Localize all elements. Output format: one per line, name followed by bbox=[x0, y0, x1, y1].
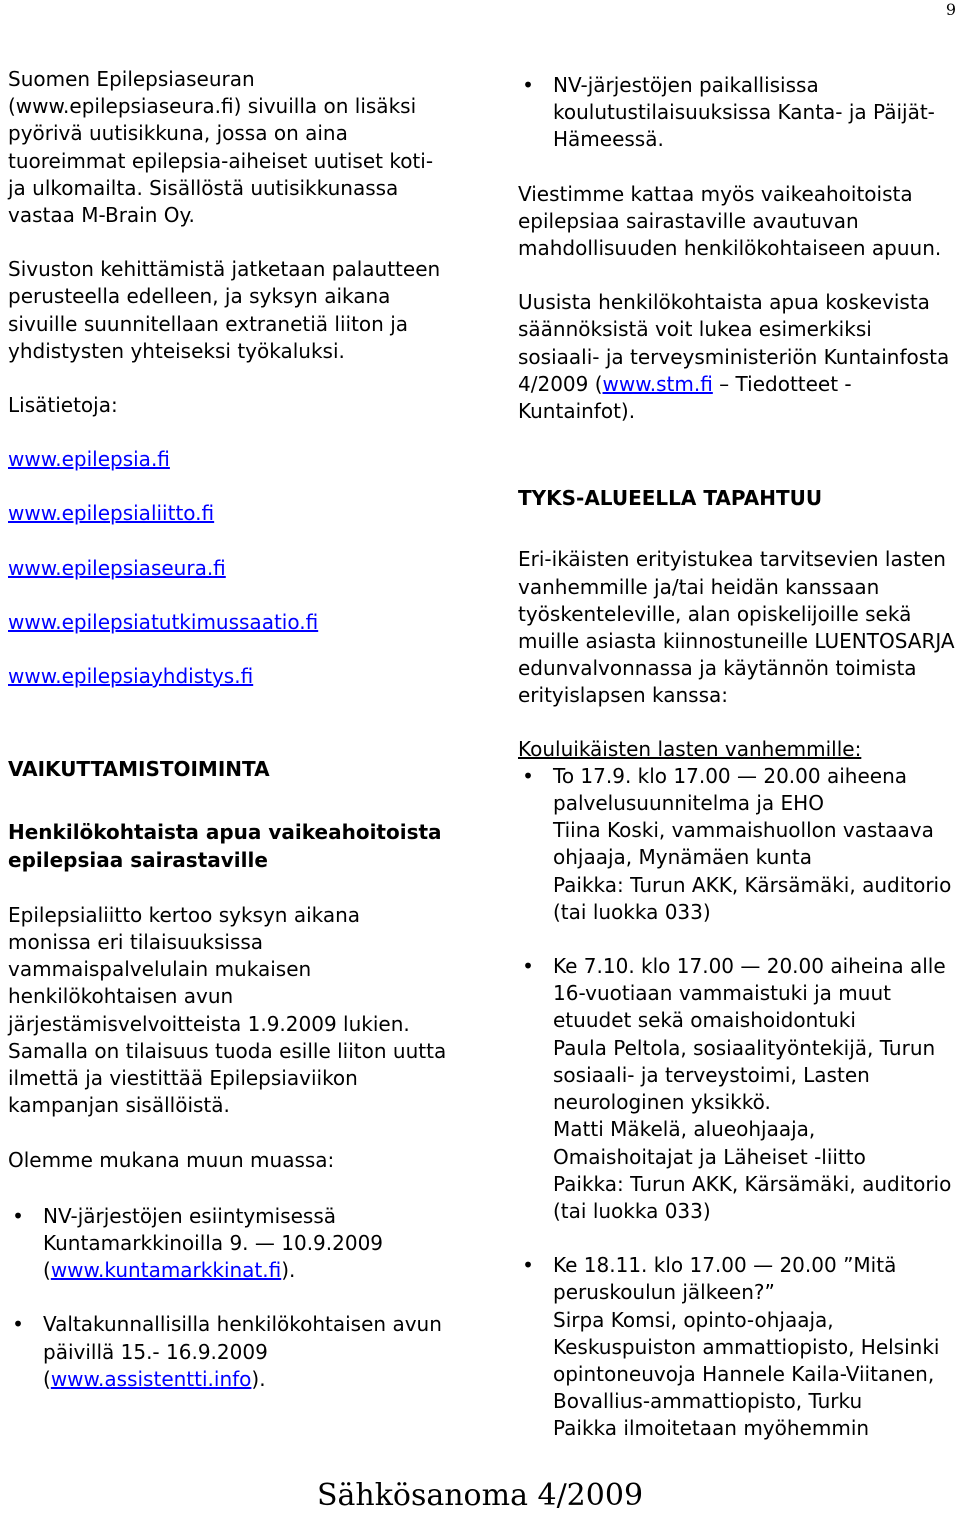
more-info-label: Lisätietoja: bbox=[8, 393, 118, 418]
involvement-list bbox=[8, 1203, 448, 1393]
link-stm[interactable]: www.stm.fi bbox=[602, 371, 713, 396]
link-epilepsiayhdistys[interactable]: www.epilepsiayhdistys.fi bbox=[8, 664, 254, 689]
uusista-paragraph: Uusista henkilökohtaista apua koskevista säännöksistä voit lukea esimerkiksi sosiaali- ja terveysministeriön Kuntainfosta 4/2009 (www.stm.fi – Tiedotteet - Kuntainfot). bbox=[518, 290, 950, 424]
section-title-vaikuttamistoiminta: VAIKUTTAMISTOIMINTA bbox=[8, 757, 270, 782]
bullet-icon: • bbox=[12, 1203, 24, 1228]
bullet-icon: • bbox=[522, 763, 534, 788]
kouluikaisten-heading: Kouluikäisten lasten vanhemmille: bbox=[518, 736, 862, 761]
right-column bbox=[518, 72, 958, 1443]
list-item: • NV-järjestöjen paikallisissa koulutustilaisuuksissa Kanta- ja Päijät-Hämeessä. bbox=[518, 72, 958, 154]
event-item: • Ke 7.10. klo 17.00 — 20.00 aiheina alle 16-vuotiaan vammaistuki ja muut etuudet sekä omaishoidontuki Paula Peltola, sosiaalityöntekijä, Turun sosiaali- ja terveystoimi, Lasten neurologinen yksikkö. Matti Mäkelä, alueohjaaja, Omaishoitajat ja Läheiset -liitto Paikka: Turun AKK, Kärsämäki, auditorio (tai luokka 033) bbox=[518, 953, 958, 1225]
subtitle: Henkilökohtaista apua vaikeahoitoista epilepsiaa sairastaville bbox=[8, 820, 442, 872]
lecture-intro: Eri-ikäisten erityistukea tarvitsevien lasten vanhemmille ja/tai heidän kanssaan työskenteleville, alan opiskelijoille sekä muille asiasta kiinnostuneille LUENTOSARJA edunvalvonnassa ja käytännön toimista erityislapsen kanssa: bbox=[518, 547, 955, 708]
bullet-icon: • bbox=[522, 954, 534, 979]
event-list bbox=[518, 763, 958, 1443]
link-epilepsia[interactable]: www.epilepsia.fi bbox=[8, 447, 170, 472]
bullet-icon: • bbox=[522, 1253, 534, 1278]
bullet-icon: • bbox=[12, 1312, 24, 1337]
page-number: 9 bbox=[945, 0, 956, 19]
link-assistentti[interactable]: www.assistentti.info bbox=[50, 1366, 252, 1391]
event-item: • To 17.9. klo 17.00 — 20.00 aiheena palvelusuunnitelma ja EHO Tiina Koski, vammaishuollon vastaava ohjaaja, Mynämäen kunta Paikka: Turun AKK, Kärsämäki, auditorio (tai luokka 033) bbox=[518, 763, 958, 926]
list-item: • Valtakunnallisilla henkilökohtaisen avun päivillä 15.- 16.9.2009 (www.assistentti.info). bbox=[8, 1311, 448, 1393]
development-paragraph: Sivuston kehittämistä jatketaan palautteen perusteella edelleen, ja syksyn aikana sivuille suunnitellaan extranetiä liiton ja yhdistysten yhteiseksi työkaluksi. bbox=[8, 257, 441, 363]
link-epilepsiatutkimussaatio[interactable]: www.epilepsiatutkimussaatio.fi bbox=[8, 609, 319, 634]
left-column bbox=[8, 66, 448, 1393]
section-title-tyks: TYKS-ALUEELLA TAPAHTUU bbox=[518, 486, 823, 511]
link-kuntamarkkinat[interactable]: www.kuntamarkkinat.fi bbox=[50, 1258, 282, 1283]
viestimme-paragraph: Viestimme kattaa myös vaikeahoitoista epilepsiaa sairastaville avautuvan mahdollisuuden henkilökohtaiseen apuun. bbox=[518, 181, 942, 261]
footer-title: Sähkösanoma 4/2009 bbox=[316, 1478, 644, 1513]
event-item: • Ke 18.11. klo 17.00 — 20.00 ”Mitä peruskoulun jälkeen?” Sirpa Komsi, opinto-ohjaaja, Keskuspuiston ammattiopisto, Helsinki opintoneuvoja Hannele Kaila-Viitanen, Bovallius-ammattiopisto, Turku Paikka ilmoitetaan myöhemmin bbox=[518, 1252, 958, 1442]
mukana-label: Olemme mukana muun muassa: bbox=[8, 1148, 335, 1173]
list-item: • NV-järjestöjen esiintymisessä Kuntamarkkinoilla 9. — 10.9.2009 (www.kuntamarkkinat.fi). bbox=[8, 1203, 448, 1285]
body-paragraph: Epilepsialiitto kertoo syksyn aikana monissa eri tilaisuuksissa vammaispalvelulain mukaisen henkilökohtaisen avun järjestämisvelvoitteista 1.9.2009 lukien. Samalla on tilaisuus tuoda esille liiton uutta ilmettä ja viestittää Epilepsiaviikon kampanjan sisällöistä. bbox=[8, 902, 447, 1118]
link-epilepsialiitto[interactable]: www.epilepsialiitto.fi bbox=[8, 501, 215, 526]
link-epilepsiaseura[interactable]: www.epilepsiaseura.fi bbox=[8, 555, 226, 580]
bullet-icon: • bbox=[522, 73, 534, 97]
intro-paragraph: Suomen Epilepsiaseuran (www.epilepsiaseura.fi) sivuilla on lisäksi pyörivä uutisikkuna, jossa on aina tuoreimmat epilepsia-aiheiset uutiset koti- ja ulkomailta. Sisällöstä uutisikkunassa vastaa M-Brain Oy. bbox=[8, 67, 434, 228]
